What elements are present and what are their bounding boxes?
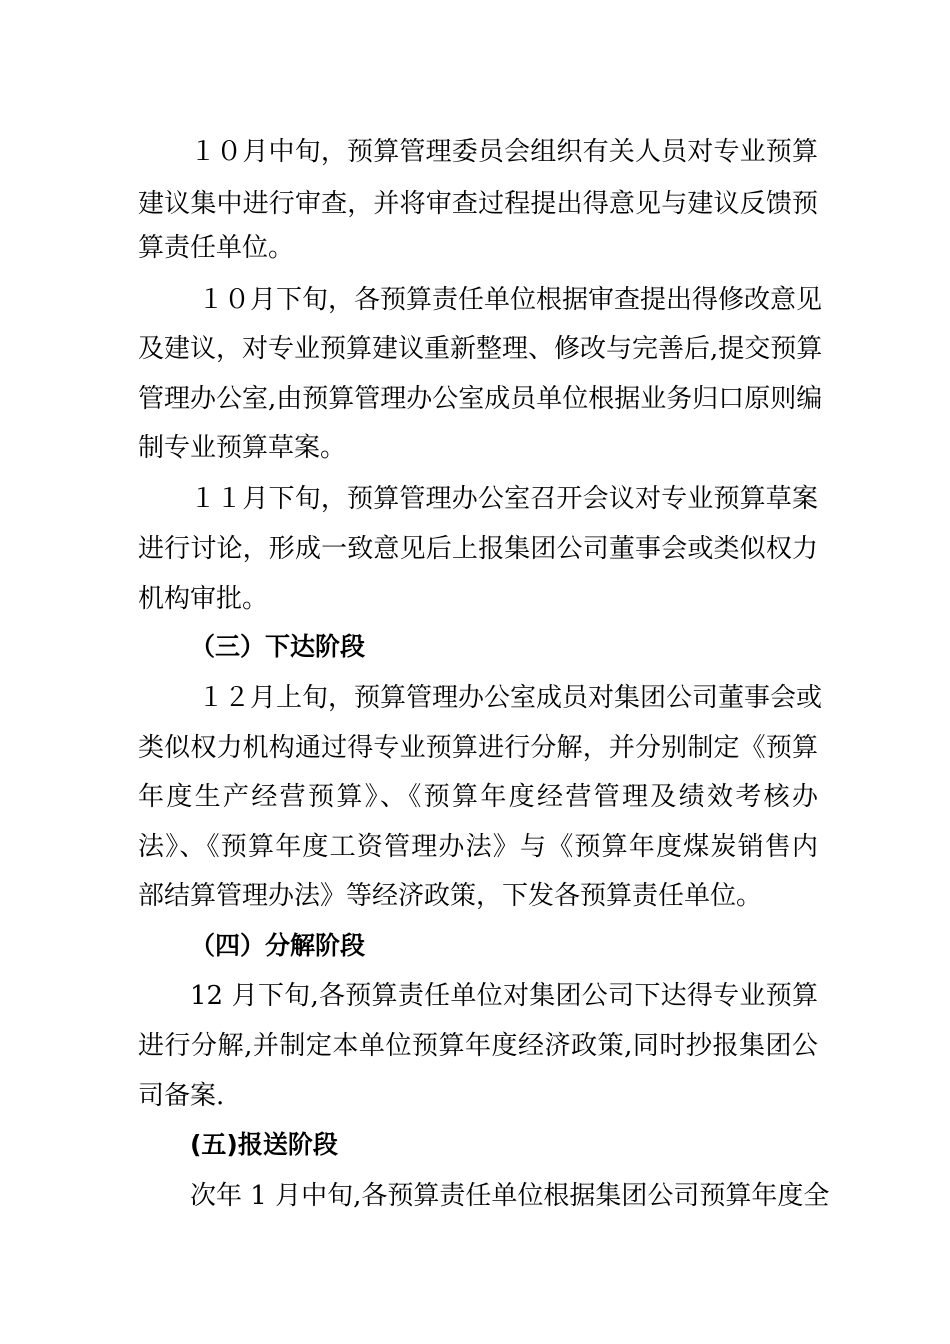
paragraph-3-line-3: 机构审批。 bbox=[138, 584, 269, 614]
paragraph-4-line-1: １２月上旬，预算管理办公室成员对集团公司董事会或 bbox=[198, 683, 823, 713]
paragraph-2-line-4: 制专业预算草案。 bbox=[138, 433, 347, 463]
paragraph-5-line-1: 12 月下旬,各预算责任单位对集团公司下达得专业预算 bbox=[190, 981, 818, 1011]
paragraph-6-line-1: 次年 1 月中旬,各预算责任单位根据集团公司预算年度全 bbox=[190, 1181, 830, 1211]
paragraph-1-line-2: 建议集中进行审查，并将审查过程提出得意见与建议反馈预 bbox=[138, 189, 818, 219]
paragraph-5-line-3: 司备案. bbox=[138, 1081, 225, 1111]
paragraph-2-line-2: 及建议，对专业预算建议重新整理、修改与完善后,提交预算 bbox=[138, 334, 823, 364]
paragraph-5-line-2: 进行分解,并制定本单位预算年度经济政策,同时抄报集团公 bbox=[138, 1031, 818, 1061]
paragraph-2-line-1: １０月下旬，各预算责任单位根据审查提出得修改意见 bbox=[198, 285, 823, 315]
paragraph-2-line-3: 管理办公室,由预算管理办公室成员单位根据业务归口原则编 bbox=[138, 384, 823, 414]
paragraph-4-line-2: 类似权力机构通过得专业预算进行分解，并分别制定《预算 bbox=[138, 733, 818, 763]
paragraph-3-line-2: 进行讨论，形成一致意见后上报集团公司董事会或类似权力 bbox=[138, 534, 818, 564]
paragraph-4-line-3: 年度生产经营预算》、《预算年度经营管理及绩效考核办 bbox=[138, 782, 818, 812]
paragraph-4-line-4: 法》、《预算年度工资管理办法》与《预算年度煤炭销售内 bbox=[138, 832, 818, 862]
section-heading-4: （四）分解阶段 bbox=[190, 931, 366, 960]
paragraph-1-line-1: １０月中旬，预算管理委员会组织有关人员对专业预算 bbox=[190, 137, 818, 167]
section-heading-3: （三）下达阶段 bbox=[190, 632, 366, 661]
paragraph-4-line-5: 部结算管理办法》等经济政策，下发各预算责任单位。 bbox=[138, 881, 763, 911]
section-heading-5: (五)报送阶段 bbox=[190, 1130, 338, 1159]
paragraph-3-line-1: １１月下旬，预算管理办公室召开会议对专业预算草案 bbox=[190, 484, 818, 514]
paragraph-1-line-3: 算责任单位。 bbox=[138, 233, 295, 263]
